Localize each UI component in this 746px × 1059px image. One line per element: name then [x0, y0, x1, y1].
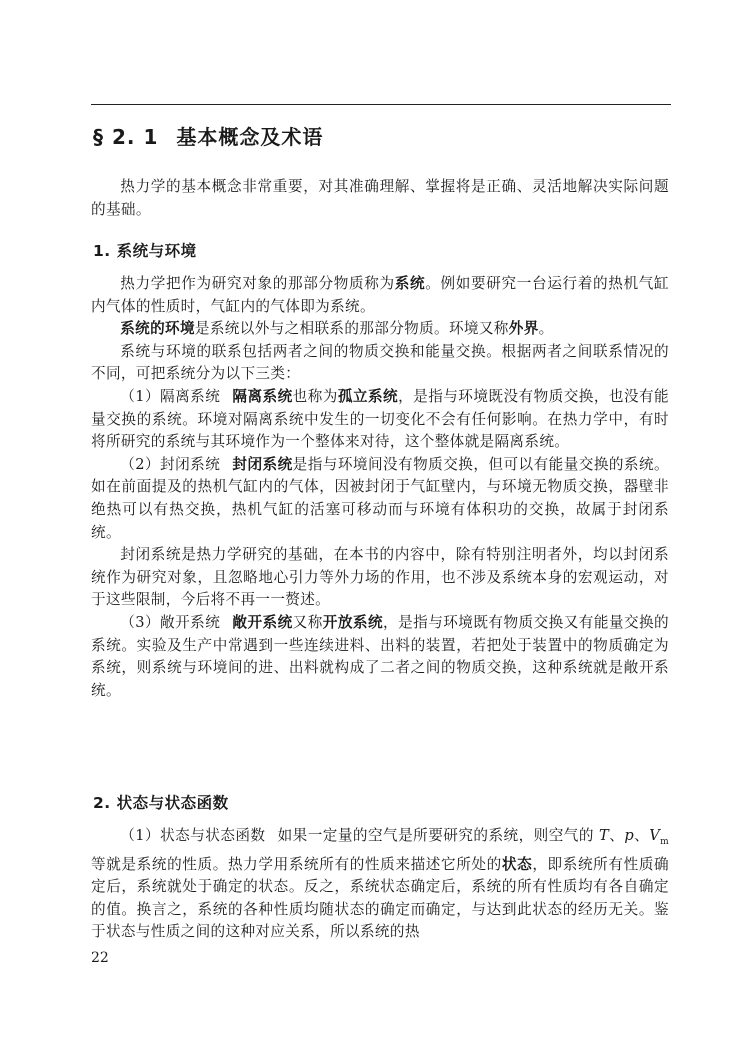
section-number: § 2. 1: [93, 125, 159, 149]
paragraph-closed-system-note: 封闭系统是热力学研究的基础，在本书的内容中，除有特别注明者外，均以封闭系统作为研究对象，且忽略地心引力等外力场的作用，也不涉及系统本身的宏观运动，对于这些限制，今后将不再一一赘述。: [91, 546, 669, 609]
paragraph-closed-system: （2）封闭系统 封闭系统是指与环境间没有物质交换，但可以有能量交换的系统。如在前面提及的热机气缸内的气体，因被封闭于气缸壁内，与环境无物质交换，器壁非绝热可以有热交换，热机气缸的活塞可移动而与环境有体积功的交换，故属于封闭系统。: [91, 455, 669, 541]
section-heading: [93, 121, 323, 150]
subsection-heading-system-environment: 1. 系统与环境: [93, 242, 197, 260]
section-title: 基本概念及术语: [176, 125, 324, 149]
paragraph-open-system: （3）敞开系统 敞开系统又称开放系统，是指与环境既有物质交换又有能量交换的系统。实验及生产中常遇到一些连续进料、出料的装置，若把处于装置中的物质确定为系统，则系统与环境间的进、出料就构成了二者之间的物质交换，这种系统就是敞开系统。: [91, 613, 670, 699]
paragraph-system-definition: 热力学把作为研究对象的那部分物质称为系统。例如要研究一台运行着的热机气缸内气体的性质时，气缸内的气体即为系统。: [91, 275, 670, 315]
paragraph-isolated-system: （1）隔离系统 隔离系统也称为孤立系统，是指与环境既没有物质交换，也没有能量交换的系统。环境对隔离系统中发生的一切变化不会有任何影响。在热力学中，有时将所研究的系统与其环境作为一个整体来对待，这个整体就是隔离系统。: [91, 387, 670, 451]
paragraph-state-function: （1）状态与状态函数 如果一定量的空气是所要研究的系统，则空气的 T、p、$V_m$ 等就是系统的性质。热力学用系统所有的性质来描述它所处的状态，即系统所有性质确定后，系统就处于确定的状态。反之，系统状态确定后，系统的所有性质均有各自确定的值。换言之，系统的各种性质均随状态的确定而确定，与达到此状态的经历无关。鉴于状态与性质之间的这种对应关系，所以系统的热: [91, 827, 669, 941]
subsection-heading-state-function: 2. 状态与状态函数: [93, 794, 229, 812]
system-environment-block: [91, 273, 669, 702]
paragraph-environment-definition: 系统的环境是系统以外与之相联系的那部分物质。环境又称外界。: [120, 320, 554, 338]
page-number: 22: [91, 950, 109, 966]
intro-block: [91, 176, 669, 221]
intro-paragraph: 热力学的基本概念非常重要，对其准确理解、掌握将是正确、灵活地解决实际问题的基础。: [91, 178, 669, 218]
state-function-block: [91, 825, 669, 944]
paragraph-system-classification: 系统与环境的联系包括两者之间的物质交换和能量交换。根据两者之间联系情况的不同，可把系统分为以下三类：: [91, 342, 669, 383]
header-rule: [91, 104, 671, 105]
